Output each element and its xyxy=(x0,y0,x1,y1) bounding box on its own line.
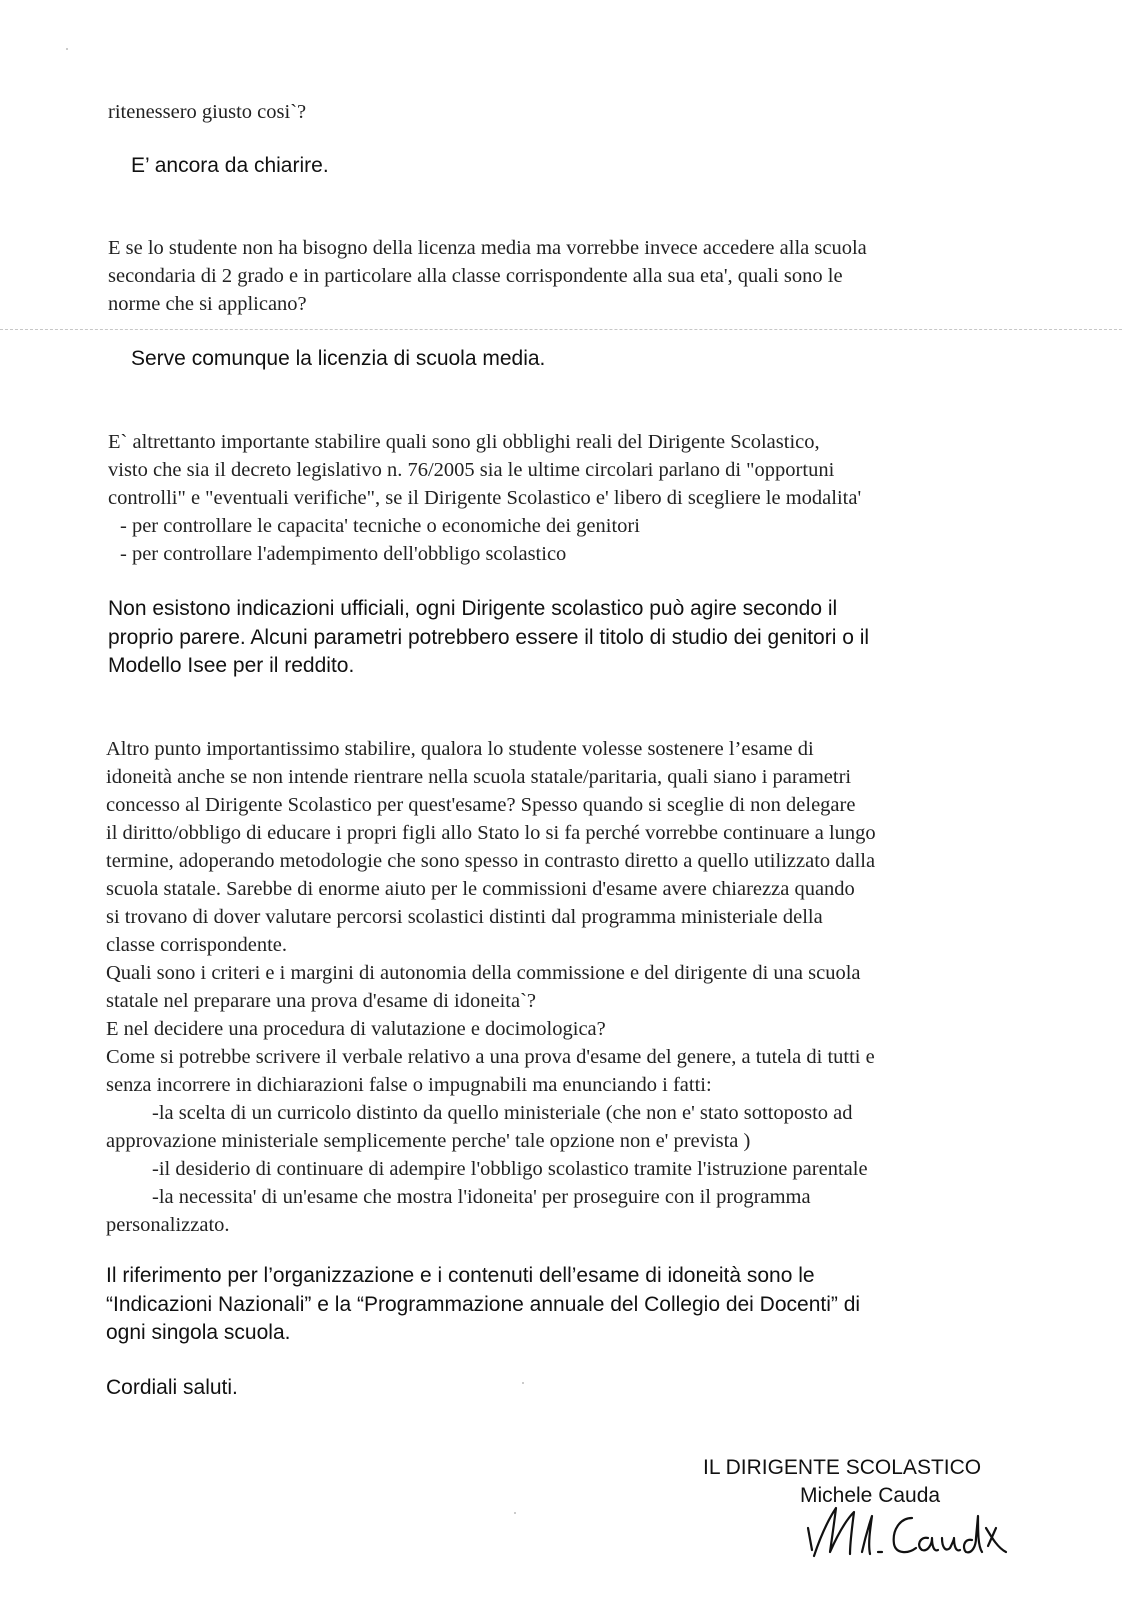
text-line: norme che si applicano? xyxy=(108,293,307,315)
signatory-title: IL DIRIGENTE SCOLASTICO xyxy=(703,1456,982,1479)
text-line: scuola statale. Sarebbe di enorme aiuto per le commissioni d'esame avere chiarezza quando xyxy=(106,878,855,900)
list-item: -il desiderio di continuare di adempire l'obbligo scolastico tramite l'istruzione parentale xyxy=(152,1158,868,1180)
text-line: Modello Isee per il reddito. xyxy=(108,654,355,677)
text-line: visto che sia il decreto legislativo n. 76/2005 sia le ultime circolari parlano di "opportuni xyxy=(108,459,835,481)
handwritten-signature xyxy=(800,1468,1020,1568)
text-line: E’ ancora da chiarire. xyxy=(131,154,329,177)
question-continuation xyxy=(108,98,306,126)
text-line: Serve comunque la licenzia di scuola media. xyxy=(131,347,546,370)
text-line: idoneità anche se non intende rientrare nella scuola statale/paritaria, quali siano i parametri xyxy=(106,766,852,788)
text-line: statale nel preparare una prova d'esame di idoneita`? xyxy=(106,990,536,1012)
list-item: - per controllare le capacita' tecniche o economiche dei genitori xyxy=(120,515,640,537)
text-line: concesso al Dirigente Scolastico per quest'esame? Spesso quando si sceglie di non delegare xyxy=(106,794,856,816)
list-item: -la necessita' di un'esame che mostra l'idoneita' per proseguire con il programma xyxy=(152,1186,811,1208)
text-line: il diritto/obbligo di educare i propri figli allo Stato lo si fa perché vorrebbe continuare a lungo xyxy=(106,822,876,844)
text-line: proprio parere. Alcuni parametri potrebbero essere il titolo di studio dei genitori o il xyxy=(108,625,870,649)
text-line: controlli" e "eventuali verifiche", se il Dirigente Scolastico e' libero di scegliere le modalita' xyxy=(108,487,862,509)
text-line: “Indicazioni Nazionali” e la “Programmazione annuale del Collegio dei Docenti” di xyxy=(106,1292,861,1316)
text-line: ogni singola scuola. xyxy=(106,1321,291,1344)
text-line: termine, adoperando metodologie che sono spesso in contrasto diretto a quello utilizzato dalla xyxy=(106,850,876,872)
text-line: E se lo studente non ha bisogno della licenza media ma vorrebbe invece accedere alla scuola xyxy=(108,237,867,259)
text-line: si trovano di dover valutare percorsi scolastici distinti dal programma ministeriale della xyxy=(106,906,823,928)
signatory-name: Michele Cauda xyxy=(800,1484,941,1507)
answer-4 xyxy=(106,1262,860,1348)
question-3 xyxy=(108,428,861,568)
question-2 xyxy=(108,234,867,318)
text-line: E` altrettanto importante stabilire quali sono gli obblighi reali del Dirigente Scolastico, xyxy=(108,431,820,453)
text-line: Il riferimento per l’organizzazione e i contenuti dell’esame di idoneità sono le xyxy=(106,1264,815,1287)
closing xyxy=(106,1374,238,1403)
text-line: E nel decidere una procedura di valutazione e docimologica? xyxy=(106,1018,606,1040)
answer-1 xyxy=(131,152,329,181)
text-line: approvazione ministeriale semplicemente perche' tale opzione non e' prevista ) xyxy=(106,1130,751,1152)
text-line: Altro punto importantissimo stabilire, qualora lo studente volesse sostenere l’esame di xyxy=(106,738,814,760)
answer-3 xyxy=(108,595,869,681)
scan-artifact-line xyxy=(0,329,1122,330)
text-line: senza incorrere in dichiarazioni false o impugnabili ma enunciando i fatti: xyxy=(106,1074,712,1096)
text-line: Non esistono indicazioni ufficiali, ogni Dirigente scolastico può agire secondo il xyxy=(108,597,838,620)
answer-2 xyxy=(131,345,545,374)
closing-text: Cordiali saluti. xyxy=(106,1376,238,1399)
text-line: secondaria di 2 grado e in particolare alla classe corrispondente alla sua eta', quali sono le xyxy=(108,265,843,287)
text-line: personalizzato. xyxy=(106,1214,230,1236)
text-line: classe corrispondente. xyxy=(106,934,288,956)
text-line: Quali sono i criteri e i margini di autonomia della commissione e del dirigente di una scuola xyxy=(106,962,861,984)
scan-speck xyxy=(522,1382,524,1384)
text-line: ritenessero giusto cosi`? xyxy=(108,101,307,123)
scan-speck xyxy=(66,48,68,50)
text-line: Come si potrebbe scrivere il verbale relativo a una prova d'esame del genere, a tutela di tutti e xyxy=(106,1046,875,1068)
list-item: -la scelta di un curricolo distinto da quello ministeriale (che non e' stato sottoposto ad xyxy=(152,1102,853,1124)
scan-speck xyxy=(514,1512,516,1514)
question-4 xyxy=(106,735,876,1239)
list-item: - per controllare l'adempimento dell'obbligo scolastico xyxy=(120,543,567,565)
